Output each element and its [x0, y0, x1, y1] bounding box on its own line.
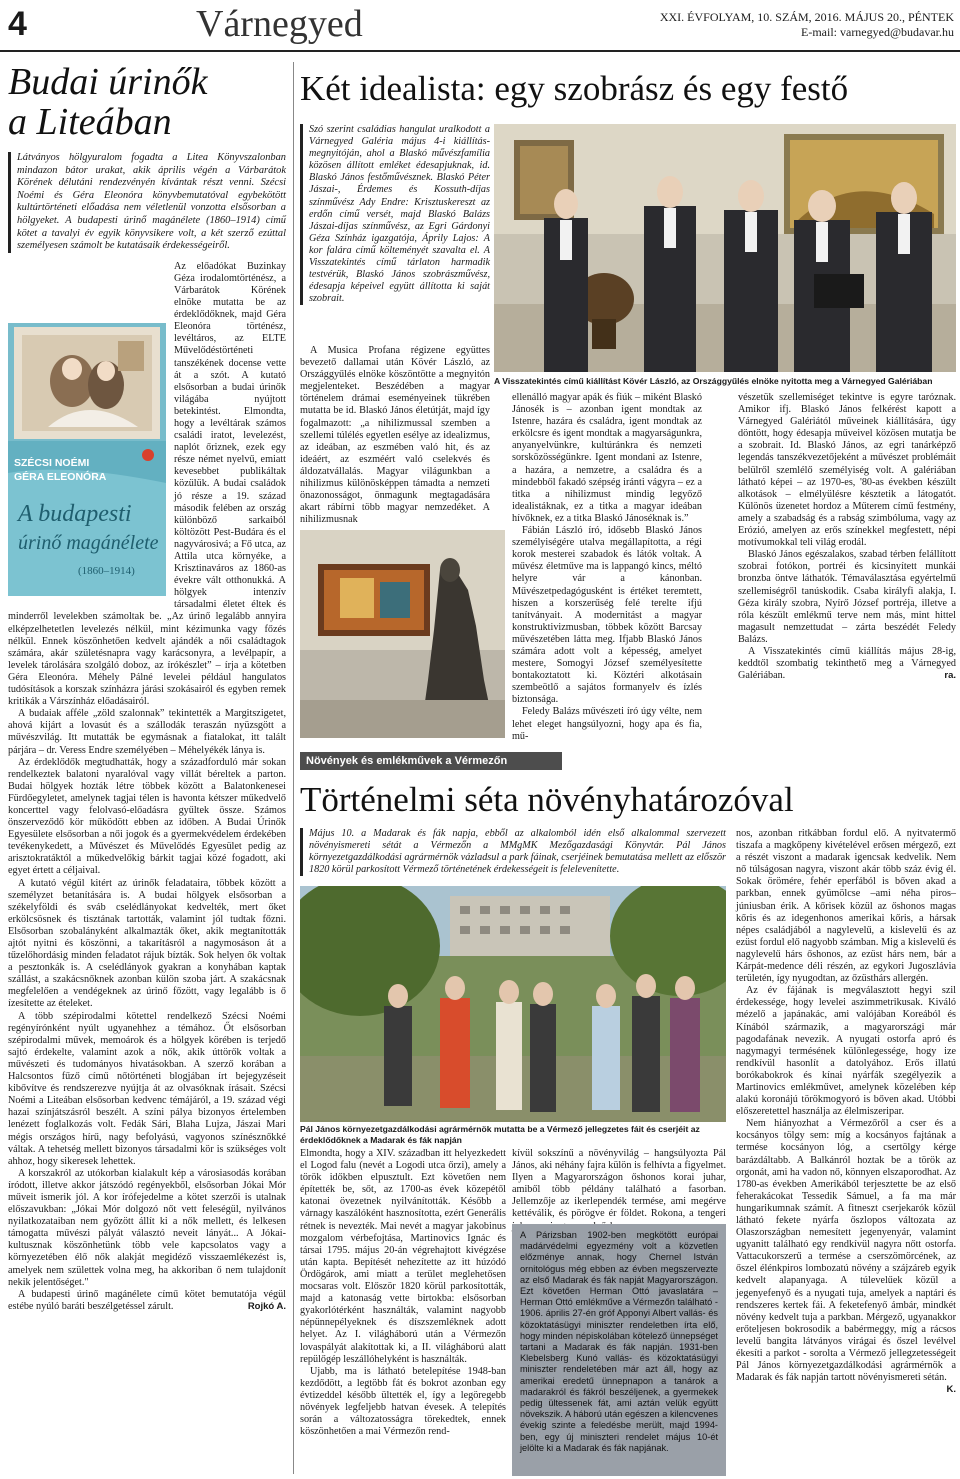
book-authors-2: GÉRA ELEONÓRA — [14, 470, 107, 483]
book-title-1: A budapesti — [18, 500, 132, 527]
info-box-text: A Párizsban 1902-ben megkötött európai madárvédelmi egyezmény volt a közvetlen előzménye annak, hogy Chernel István ornitológus még ebben az évben megszervezte az első Madarak és fák napját Magyarországon. Ezt követően Herman Ottó javaslatára – Herman Ottó emlékműve a Vérmezőn található - 1906. április 27-én gróf Apponyi Albert vallás- és közoktatásügyi miniszter rendeletben írta elő, hogy minden népiskolában kötelező ünnepséget tartani a Madarak és fák napján. 1931-ben Klebelsberg Kunó vallás- és közoktatásügyi miniszter rendeletében már azt áll, hogy az amerikai eredetű ünnepnapon a tanárok a madarakról és fákról beszéljenek, a gyermekek pedig ültessenek fát, ami aztán velük együtt növekszik. A háború után egészen a kilencvenes évekig szinte a feledésbe merült, majd 1994-ben, egy új miniszteri rendelet május 10-ét jelölte ki a Madarak és fák napjának. — [520, 1230, 718, 1453]
right-paragraph: ellenálló magyar apák és fiúk – miként Blaskó Jánosék is – azonban igent mondtak az Istenre, hazára és családra, igent mondtak az erkölcsre és igent mondtak a magyarságunkra, anyanyelvünkre, kultúránkra és nemzeti sorsközösségünkre. Igent mondani az Istenre, a hazára, a nemzetre, a családra és a mindebből fakadó szépség iránti vágyra – ez a titka a nihilizmust mindig legyőző idealistáknak, ez a titka a magyar ideában hívőknek, ez a titka Blaskó Jánoséknak is.” — [512, 392, 702, 524]
walk-photo-caption: Pál János környezetgazdálkodási agrármérnök mutatta be a Vérmező jellegzetes fáit és cserjéit az érdeklődőknek a Madarak és fák napján — [300, 1124, 700, 1145]
right-paragraph-last — [738, 646, 956, 682]
left-article — [8, 62, 286, 1477]
sculpture-photo-art — [300, 530, 505, 738]
left-paragraph: Az előadókat Buzinkay Géza irodalomtörténész, a Várbarátok Körének elnöke mutatta be az érdeklődőknek, majd Géra Eleonóra történész, levéltáros, az ELTE Művelődéstörténeti tanszékének docense vette át a szót. A kutató elsősorban a budai úrinők világába nyújtott betekintést. Elmondta, hogy a levéltárak számos családi iratot, levelezést, naplót őriznek, ezek egy része német nyelvű, emiatt kevesebbet publikáltak közülük. A budai családok jó része a 19. század második felében az ország különböző sarkaiból költözött Pest-Budára és el nagyvárosivá; a Fő utca, az Attila utca környéke, a Krisztinaváros az 1860-as évekre vált otthonukká. A hölgyek intenzív társadalmi életet éltek és minderről levelekben számoltak be. „Az úrinő legalább annyira elképzelhetetlen levelezés nélkül, mint kézimunka vagy főzés nélkül. Ennek köszönhetően kedvelt ajándék a női családtagok számára, akár születésnapra vagy karácsonyra, a levélpapír, a levelek tárolására szolgáló doboz, az írókészlet” – írja a kötetben Géra Eleonóra. Méhely Pálné levelei például hangulatos tudósítások a korszak színházra járási szokásairól és egyben remek kritikák a Várszínház előadásairól. — [8, 260, 286, 708]
issue-line: XXI. ÉVFOLYAM, 10. SZÁM, 2016. MÁJUS 20., PÉNTEK — [659, 10, 954, 24]
bottom-paragraph: Elmondta, hogy a XIV. században itt helyezkedett el Logod falu (nevét a Logodi utca őrzi), amely a török időkben elpusztult. Ezt követően nem építették be, sőt, az 1700-as évek közepétől katonai övezetnek nyilvánították. Később a várnagy kaszálóként hasznosította, ezért Generális rétnek is nevezték. Mai nevét a magyar jakobinus mozgalom vérbefojtása, Martinovics Ignác és társai 1795. május 20-án végrehajtott kivégzése után kapta. Bepítését nehezítette az itt húzódó Ördögárok, ami miatt a terület meglehetősen mocsaras volt. Először 1820 körül parkosították, majd a katonaság vette birtokba: elsősorban gyakorlótérként használták, valamint nagyobb népünnepélyeknek és díszszemléknek adott helyet. Az I. világháború után a Vérmezőn lovaspályát alakítottak ki, a II. világháború alatt repülőgép leszállóhelyként is használták. — [300, 1148, 506, 1365]
bottom-closing: Nem hiányozhat a Vérmezőről a cser és a kocsányos tölgy sem: míg a kocsányos fajtának a termése kocsányon lóg, a csertölgy kérge barázdáltabb. A Balkánról hoztak be a török az orgonát, ami ha vadon nő, könnyen elszaporodhat. Az 1780-as években Amerikából terjesztette be az első feherakácokat Tessedik Sámuel, a fa ma már hungarikumnak számít. A fitneszt cserjekarók közül látható fekete nyárfa őszlopos változata az Olaszországban nemesített jegenyenyár, valamint ugyanitt található egy rendkívül nagyra nőtt ostorfa. Vattacukorszerű a termése a cserszömörcének, az őszel élénkpiros lombozatú növény a szájzáreb egyik kedvelt alapanyaga. A túlevelűek közül a jegenyefenyő és a nyugati tuja, amelyek a naptári és rendszeres kertek fái. A feketefenyő ámbár, mindkét növény kedvelt tuja a parkban. Mérgező, ugyanakkor erőteljesen bokrosodik a babérmeggy, míg a rácsos levelű bangita látványos virágai és őszel levélvel ékesíti a parkot - sorolta a Vérmező jellegzetességeit Pál János környezetgazdálkodási agrármérnök a Madarak és fák napján tartott növényismereti sétán. — [736, 1118, 956, 1384]
right-closing: A Visszatekintés című kiállítás május 28-ig, keddtől szombatig tekinthető meg a Várnegyed Galériában. — [738, 645, 956, 682]
left-paragraph: Az érdeklődők megtudhatták, hogy a századforduló már sokan rendelkeztek balatoni nyaralóval vagy villát béreltek a parton. Budai hölgyek hozták létre többek között a Balatonkenesei Fürdőegyletet, amelynek tagjai télen is havonta kétszer műkedvelő koncerttel vagy felolvasó-előadásra gyűltek össze. Számos önszerveződő kör működött ebben az időben. A Budai Úrinők Egyesülete elsősorban a női jogok és a gyermekvédelem érdekében tevékenykedett, a Művészet és Művelődés Egyesület pedig az arisztokratáktól a műkedvelőkig bárkit tagjai közé fogadott, aki egyet értett a céljaival. — [8, 756, 286, 877]
right-article-title: Két idealista: egy szobrász és egy festő — [300, 69, 849, 108]
right-paragraph: A Musica Profana régizene együttes bevezető dallamai után Kövér László, az Országgyűlés elnöke köszöntötte a megnyitón megjelenteket. Beszédében a magyar történelem drámai eseményeinek tükrében mutatta be id. Blaskó János életútját, majd így fogalmazott: „a nihilizmussal szemben a szellemi túlélés egyetlen esélye az idealizmus, az ideában, az eszmében való hit, és az ideáért, az eszméért való cselekvés és áldozatvállalás. Magyar világunkban a nihilizmus különösképpen támadta a nemzeti önazonosságot, önmagunk megtagadására akart rábírni több magyar nemzedéket. A nihilizmusnak — [300, 345, 490, 526]
left-article-title — [8, 62, 286, 142]
left-paragraph: A korszakról az utókorban kialakult kép a városiasodás korában íródott, illetve akkor játszódó regényekből, elsősorban Jókai Mór műveit ismerik jól. A kor írófejedelme a kötet szerzői is utalnak előszavukban: „Jókai Mór dolgozó nőt vett feleségül, nyilvános nyilatkozataiban nem győzött állít ki a nők mellett, és lelkesen támogatta művészi pályát választó neveit lányát... A Jókai-kultusznak köszönhetünk több vele kapcsolatos vagy a környezetében élő nők alakját megidéző visszaemlékezést is, amelyek nem születtek volna meg, ha akkoriban ő nem tulajdonít nekik jelentőséget." — [8, 1167, 286, 1288]
bottom-article-title: Történelmi séta növényhatározóval — [300, 780, 794, 819]
masthead: Várnegyed — [196, 3, 363, 45]
bottom-col-1 — [300, 1148, 506, 1438]
exhibition-photo-art — [494, 124, 956, 372]
left-closing: A budapesti úrinő magánélete című kötet bemutatója végül estébe nyúló baráti beszélgetéssel zárult. — [8, 1288, 286, 1312]
title-line-2: a Liteában — [8, 101, 172, 143]
email[interactable]: E-mail: varnegyed@budavar.hu — [801, 25, 954, 39]
header-rule — [0, 50, 960, 52]
lead-bar — [8, 152, 11, 253]
bottom-col-3 — [736, 828, 956, 1396]
kicker-bar — [300, 752, 562, 770]
page-number: 4 — [8, 5, 27, 43]
column-divider — [293, 62, 294, 1474]
left-lead-text: Látványos hölgyuralom fogadta a Litea Könyvszalonban mindazon bátor urakat, akik április végén a Várbarátok Körének délutáni rendezvényén kívántak részt venni. Szécsi Noémi és Géra Eleonóra könyvbemutatóval egybekötött kultúrtörténeti előadása nem véletlenül vonzotta elsősorban a hölgyeket. A budapesti úrinő magánélete (1860–1914) című kötet a tavalyi év egyik könyvsikere volt, a két szerző ezúttal személyesen számolt be kutatásaik érdekességeiről. — [17, 152, 286, 252]
right-col-1a — [300, 345, 490, 526]
walk-photo — [300, 886, 726, 1122]
left-paragraph: A kutató végül kitért az úrinők feladataira, többek között a személyzet betanítására is. A budai hölgyek elsősorban a székelyföldi és sváb cselédlányokat kedvelték, mert őket erkölcsösnek és tisztának tartották, valamint jól tudtak főzni. Elsősorban szobalányként alkalmazták őket, akik megtanították ajtót nyitni és köszönni, a takarításról a nagymosáson át a tűzelőhordásig minden feladatot rájuk bízták. Sok helyen ők voltak a pesztonkák is. A cselédlányok gyakran a konyhában kaptak szállást, a szakácsnőknek azonban külön szoba járt. A szakácsnak megfelelően a vendégeknek az úrinő főzött, vagy legalább is ő ízesítette az ételeket. — [8, 877, 286, 1010]
right-paragraph: vészetük szellemiséget tekintve is egyre taróznak. Amikor ifj. Blaskó János felkérést kapott a Várnegyed Galériától műveinek kiállítására, úgy döntött, hogy édesapja műveivel közösen mutatja be a szobrait. Id. Blaskó János, az egri tanárképző legendás tanszékvezetőjeként a művészet problémáit belülről szemlélő személyiség volt. A galériában látható képei – az 1970-es, '80-as években készült alkotások – elmélyülésre késztetik a látogatót. Különös üzenetet hordoz a Műterem című festmény, amely a szabadság és a rabság szimbóluma, vagy az Erózió, amelyen az erős színekkel megfestett, népi motívumokkal teli világ erodál. — [738, 392, 956, 549]
book-title-2: úrinő magánélete — [18, 531, 159, 554]
left-paragraph: A budaiak afféle „zöld szalonnak” tekintették a Margitszigetet, ahová kijárt a lovasút és a szállodák teraszán nyüzsgött a művészvilág. Itt mutatták be egymásnak a fiatalokat, itt talált párjára – dr. Veress Endre személyében – Méhelyékék lánya is. — [8, 708, 286, 756]
bottom-signature: K. — [946, 1384, 956, 1396]
left-body — [8, 261, 286, 1313]
right-lead-text: Szó szerint családias hangulat uralkodott a Várnegyed Galéria május 4-i kiállítás-megnyitóján, ahol a Blaskó művészfamília közösen állított emléket édesapjuknak, id. Blaskó János festőművésznek. Blaskó Péter Jászai-, Érdemes és Kossuth-díjas színművész Ady Endre: Krisztuskereszt az erdőn című versét, majd Blaskó Balázs Jászai-díjas színművész, az Egri Gárdonyi Géza Színház igazgatója, Áprily Lajos: A kor falára című költeményét szavalta el. A Visszatekintés című tárlaton harmadik testvérük, Blaskó János szobrászművész, édesapja képeivel együtt állította ki saját szobrait. — [309, 124, 490, 305]
bottom-lead-text: Május 10. a Madarak és fák napja, ebből az alkalomból idén első alkalommal szervezett növényismereti sétát a Vérmezőn a MMgMK Mezőgazdasági Könyvtár. Pál János környezetgazdálkodási agrármérnök vázladsul a park fáinak, cserjéinek bemutatása mellett az először 1820 körül parkosított Vérmező történetének érdekességeit is felelevenítette. — [309, 828, 726, 876]
exhibition-photo-caption: A Visszatekintés című kiállítást Kövér László, az Országgyűlés elnöke nyitotta meg a Várnegyed Galériában — [494, 376, 933, 386]
bottom-paragraph: nos, azonban ritkábban fordul elő. A nyitvatermő tiszafa a magkőpeny kivételével erősen mérgező, ezt a részét viszont a madarak igencsak kedvelik. Nem nő túlságosan nagyra, viszont akár több száz évig él. Sokak örömére, fehér eperfából is bőven akad a parkban, ennek gyümölcse –ami néha piros– júniusban érik. A kőrisek közül az őshonos magas kőris és az idegenhonos amerikai kőris, a hársak népes családjából a nagylevelű, a kislevelű és az ezüst fordul elő nagyobb számban. Mig a kislevelű és nagylevelű hárs őshonos, az ezüst hárs nem, bár a Kárpát-medence déli részén, az egykori Jugoszlávia területén, így nyugodtan, az őzüsthárs allergén. — [736, 828, 956, 985]
bottom-col-2 — [512, 1148, 726, 1233]
bottom-paragraph-last — [736, 1118, 956, 1396]
lead-bar — [300, 828, 303, 876]
bottom-paragraph: Az év fájának is megválasztott hegyi szil érdekessége, hogy levelei aszimmetrikusak. Kiváló mézelő a japánakác, ami valójában Koreából és Kínából származik, a magyarországi már pagodafának nevezik. A nyugati ostorfa apró és nagymagyi termésének különlegessége, hogy ize rendkívül hasonlít a datolyához. Erős illatú borókabokrok és kínai nyárfák szegélyezik a Martinovics emlékművet, amelynek közelében kép alakú koronájú törökmogyoró is bőven akad. Utóbbi előszeretettel használja az élelmiszeripar. — [736, 985, 956, 1118]
left-paragraph: A több szépirodalmi kötettel rendelkező Szécsi Noémi regényírónként nyúlt ugyanehhez a témához. Őt elsősorban szépirodalmi művek, memoárok és a hölgyek körében is terjedő sajtó érdekelte, valamint azok a nők, akik úttörők voltak a művészeti és tudományos hivatásokban. A szerző korában a Halcsontos fűző című nőtörténeti blogjában írt bejegyzéseit kibővítve és rendszerezve nyújtja át az olvasóknak írásait. Szécsi Noémi a Liteában elsősorban kedvenc témájáról, a 19. század végi hazai színjátszásról beszélt. A színi pálya bizonyos értelemben lenézett foglalkozás volt. Fedák Sári, Blaha Lujza, Jászai Mari mégis országos hírű, nagy befolyású, vagyonos színésznőkké váltak. A tehetség mellett bizonyos társadalmi kör is szükséges volt ahhoz, hogy sikeresek lehettek. — [8, 1010, 286, 1167]
right-paragraph: Fábián László író, idősebb Blaskó János személyiségére utalva megállapította, a régi korok mesterei szabadok és látók voltak. A művész életműve ma is lappangó kincs, méltó helyre vár a kánonban. Művészetpedagógusként is értéket teremtett, hiszen a korszerűség felé terelte ifjú tanítványait. A modernitást a magyar konstruktivizmusban, többek között Barcsay művészetében látta meg. Ifjabb Blaskó János számára adott volt a képesség, amelyet mestere, Somogyi József személyesítette bontakoztatott ki. Köztéri alkotásain szembeötlő a sajátos formanyelv és ízlés biztonsága. — [512, 525, 702, 706]
right-col-2a — [512, 392, 702, 743]
walk-photo-art — [300, 886, 726, 1122]
left-paragraph-last — [8, 1289, 286, 1313]
info-box — [512, 1224, 726, 1476]
book-cover — [8, 323, 166, 596]
bottom-paragraph: Ujabb, ma is látható betelepítése 1948-ban kezdődött, a legtöbb fát és bokrot azonban egy évtizeddel később ültették el, így a legöregebb növények legfeljebb hatvan évesek. A telepítés során a változatosságra törekedtek, ennek köszönhetően a mai Vérmezőn rend- — [300, 1365, 506, 1438]
bottom-lead — [300, 828, 726, 876]
sculpture-photo — [300, 530, 505, 738]
right-lead — [300, 124, 490, 305]
right-paragraph: Blaskó János egészalakos, szabad térben felállított szobrai fotókon, portréi és kicsinyített munkái bronzba öntve láthatók. Témaválasztása egyértelmű szellemiségről tanúskodik. Csaba királyfi alakja, I. Géza király szobra, Nyírő József portréja, illetve a róla készült emlékmű terve nem más, mint hittel magasult nemzettudat – zárta beszédét Feledy Balázs. — [738, 549, 956, 645]
bottom-paragraph: kívül sokszínű a növényvilág – hangsúlyozta Pál János, aki néhány fajra külön is felhívta a figyelmet. Ilyen a Magyarországon őshonos korai juhar, amiből több példány található a fasorban. Jellemzője az ikerlependék termése, ami megérve kettéválik, és pörögve ér földet. Rokona, a tengeri — [512, 1148, 726, 1220]
book-years: (1860–1914) — [78, 564, 135, 577]
title-line-1: Budai úrinők — [8, 61, 208, 103]
left-signature: Rojkó A. — [247, 1300, 286, 1312]
book-authors-1: SZÉCSI NOÉMI — [14, 456, 90, 469]
right-paragraph: Feledy Balázs művészeti író úgy vélte, nem lehet eleget hangsúlyozni, hogy apa és fia, mű- — [512, 706, 702, 742]
right-col-3 — [738, 392, 956, 682]
page-header — [0, 0, 960, 50]
right-signature: ra. — [944, 670, 956, 682]
left-lead — [8, 152, 286, 253]
exhibition-photo — [494, 124, 956, 372]
lead-bar — [300, 124, 303, 305]
kicker-text: Növények és emlékművek a Vérmezőn — [306, 755, 508, 767]
